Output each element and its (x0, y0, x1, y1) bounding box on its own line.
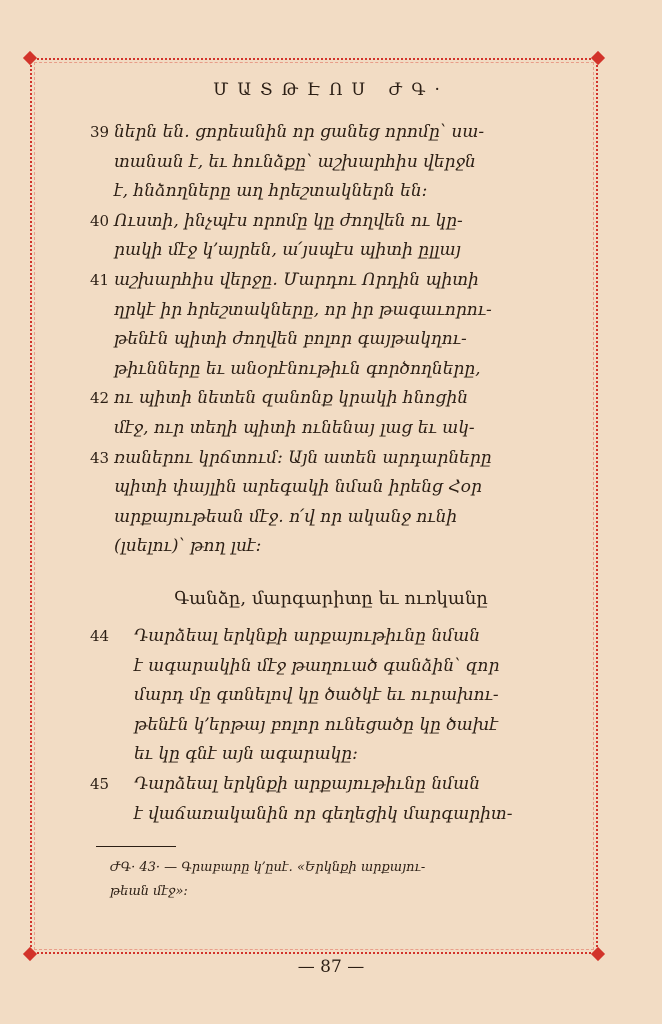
footnote-line: թեան մէջ»։ (110, 884, 188, 899)
verse-text: րակի մէջ կ՚այրեն, ա՛յսպէս պիտի ըլլայ (114, 240, 461, 261)
verse-text: մէջ, ուր տեղի պիտի ունենայ լաց եւ ակ- (114, 417, 475, 438)
verse-text: ղրկէ իր հրեշտակները, որ իր թագաւորու- (114, 299, 492, 320)
verse-line (90, 207, 560, 237)
footnote-rule (96, 846, 176, 847)
verse-line (90, 622, 560, 652)
verse-line (90, 266, 560, 296)
verse-text: մարդ մը գտնելով կը ծածկէ եւ ուրախու- (134, 685, 499, 706)
verse-line (90, 177, 560, 207)
verse-text: պիտի փայլին արեգակի նման իրենց Հօր (114, 477, 482, 498)
verse-text: թիւնները եւ անօրէնութիւն գործողները, (114, 358, 481, 379)
verse-line (90, 325, 560, 355)
verse-line (90, 118, 560, 148)
verse-line (90, 770, 560, 800)
footnote-line: ԺԳ· 43· — Գրաբարը կ՚ըսէ․ «Երկնքի արքայու- (110, 860, 426, 875)
running-header: ՄԱՏԹԷՈՍ ԺԳ· (213, 80, 449, 100)
verse-line (90, 384, 560, 414)
verse-number: 41 (90, 270, 110, 289)
verse-text: արքայութեան մէջ․ ո՛վ որ ականջ ունի (114, 506, 458, 527)
verse-line (90, 236, 560, 266)
verse-number: 45 (90, 774, 110, 793)
verse-line (90, 532, 560, 562)
verse-line (90, 711, 560, 741)
verse-line (90, 473, 560, 503)
verse-text: Դարձեալ երկնքի արքայութիւնը նման (134, 626, 481, 646)
verse-text: է, հնձողները աղ հրեշտակներն են։ (114, 181, 428, 202)
verse-number: 39 (90, 123, 110, 141)
verse-text: (լսելու)՝ թող լսէ։ (114, 536, 262, 557)
verse-text: եւ կը գնէ այն ագարակը։ (134, 744, 358, 765)
verse-text: է վաճառականին որ գեղեցիկ մարգարիտ- (134, 803, 513, 824)
verse-text: Դարձեալ երկնքի արքայութիւնը նման (134, 773, 481, 794)
verse-number: 42 (90, 389, 110, 408)
verse-text: ռաներու կրճտում։ Այն ատեն արդարները (114, 447, 492, 468)
verse-line (90, 800, 560, 830)
verses-block-1 (90, 118, 560, 562)
footnote (110, 856, 560, 904)
verse-text: տանան է, եւ հունձքը՝ աշխարհիս վերջն (114, 151, 476, 172)
verse-line (90, 681, 560, 711)
verse-line (90, 503, 560, 533)
section-heading: Գանձը, մարգարիտը եւ ուռկանը (174, 588, 488, 609)
verse-line (90, 296, 560, 326)
verse-text: թենէն պիտի ժողվեն բոլոր գայթակղու- (114, 329, 467, 350)
verse-number: 40 (90, 211, 110, 230)
verse-line (90, 355, 560, 385)
verse-text: Ուստի, ինչպէս որոմը կը ժողվեն ու կը- (114, 210, 463, 231)
verse-number: 43 (90, 448, 110, 467)
verse-text: թենէն կ՚երթայ բոլոր ունեցածը կը ծախէ (134, 714, 498, 735)
verse-text: է ագարակին մէջ թաղուած գանձին՝ զոր (134, 655, 500, 676)
verse-number: 44 (90, 627, 110, 645)
verse-text: ներն են․ ցորեանին որ ցանեց որոմը՝ սա- (114, 122, 485, 142)
page-number: — 87 — (297, 957, 365, 977)
verse-line (90, 414, 560, 444)
verse-line (90, 444, 560, 474)
verse-line (90, 652, 560, 682)
verse-text: աշխարհիս վերջը․ Մարդու Որդին պիտի (114, 269, 479, 290)
verse-text: ու պիտի նետեն զանոնք կրակի հնոցին (114, 388, 469, 409)
verse-line (90, 148, 560, 178)
verse-line (90, 740, 560, 770)
verses-block-2 (90, 622, 560, 829)
